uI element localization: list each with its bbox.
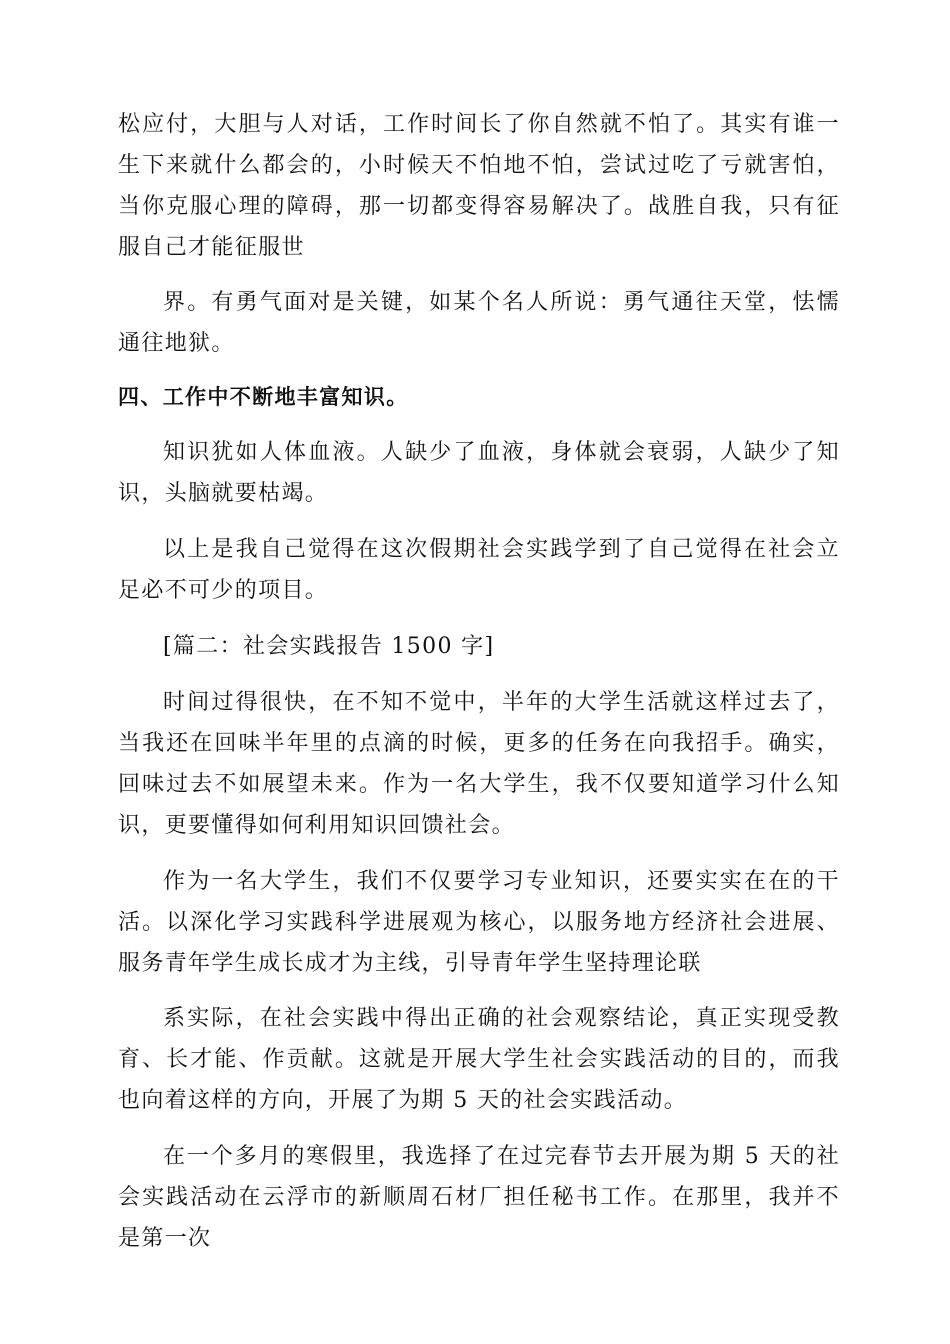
paragraph-winter-vacation: 在一个多月的寒假里，我选择了在过完春节去开展为期 5 天的社会实践活动在云浮市的新顺周石材厂担任秘书工作。在那里，我并不是第一次 xyxy=(118,1144,840,1251)
paragraph-knowledge: 知识犹如人体血液。人缺少了血液，身体就会衰弱，人缺少了知识，头脑就要枯竭。 xyxy=(118,440,840,506)
article-title-part-two: [篇二：社会实践报告 1500 字] xyxy=(163,634,495,659)
paragraph-continuation-1: 松应付，大胆与人对话，工作时间长了你自然就不怕了。其实有谁一生下来就什么都会的，小时候天不怕地不怕，尝试过吃了亏就害怕，当你克服心理的障碍，那一切都变得容易解决了。战胜自我，只有征服自己才能征服世 xyxy=(118,112,840,260)
paragraph-summary: 以上是我自己觉得在这次假期社会实践学到了自己觉得在社会立足必不可少的项目。 xyxy=(118,537,840,603)
paragraph-courage: 界。有勇气面对是关键，如某个名人所说：勇气通往天堂，怯懦通往地狱。 xyxy=(118,290,840,356)
paragraph-as-student: 作为一名大学生，我们不仅要学习专业知识，还要实实在在的干活。以深化学习实践科学进展观为核心，以服务地方经济社会进展、服务青年学生成长成才为主线，引导青年学生坚持理论联 xyxy=(118,869,840,976)
section-heading-4: 四、工作中不断地丰富知识。 xyxy=(118,385,409,409)
document-body xyxy=(118,104,840,1259)
paragraph-practice-goal: 系实际，在社会实践中得出正确的社会观察结论，真正实现受教育、长才能、作贡献。这就是开展大学生社会实践活动的目的，而我也向着这样的方向，开展了为期 5 天的社会实践活动。 xyxy=(118,1006,840,1113)
paragraph-time-flies: 时间过得很快，在不知不觉中，半年的大学生活就这样过去了，当我还在回味半年里的点滴的时候，更多的任务在向我招手。确实，回味过去不如展望未来。作为一名大学生，我不仅要知道学习什么知识，更要懂得如何利用知识回馈社会。 xyxy=(118,690,840,838)
